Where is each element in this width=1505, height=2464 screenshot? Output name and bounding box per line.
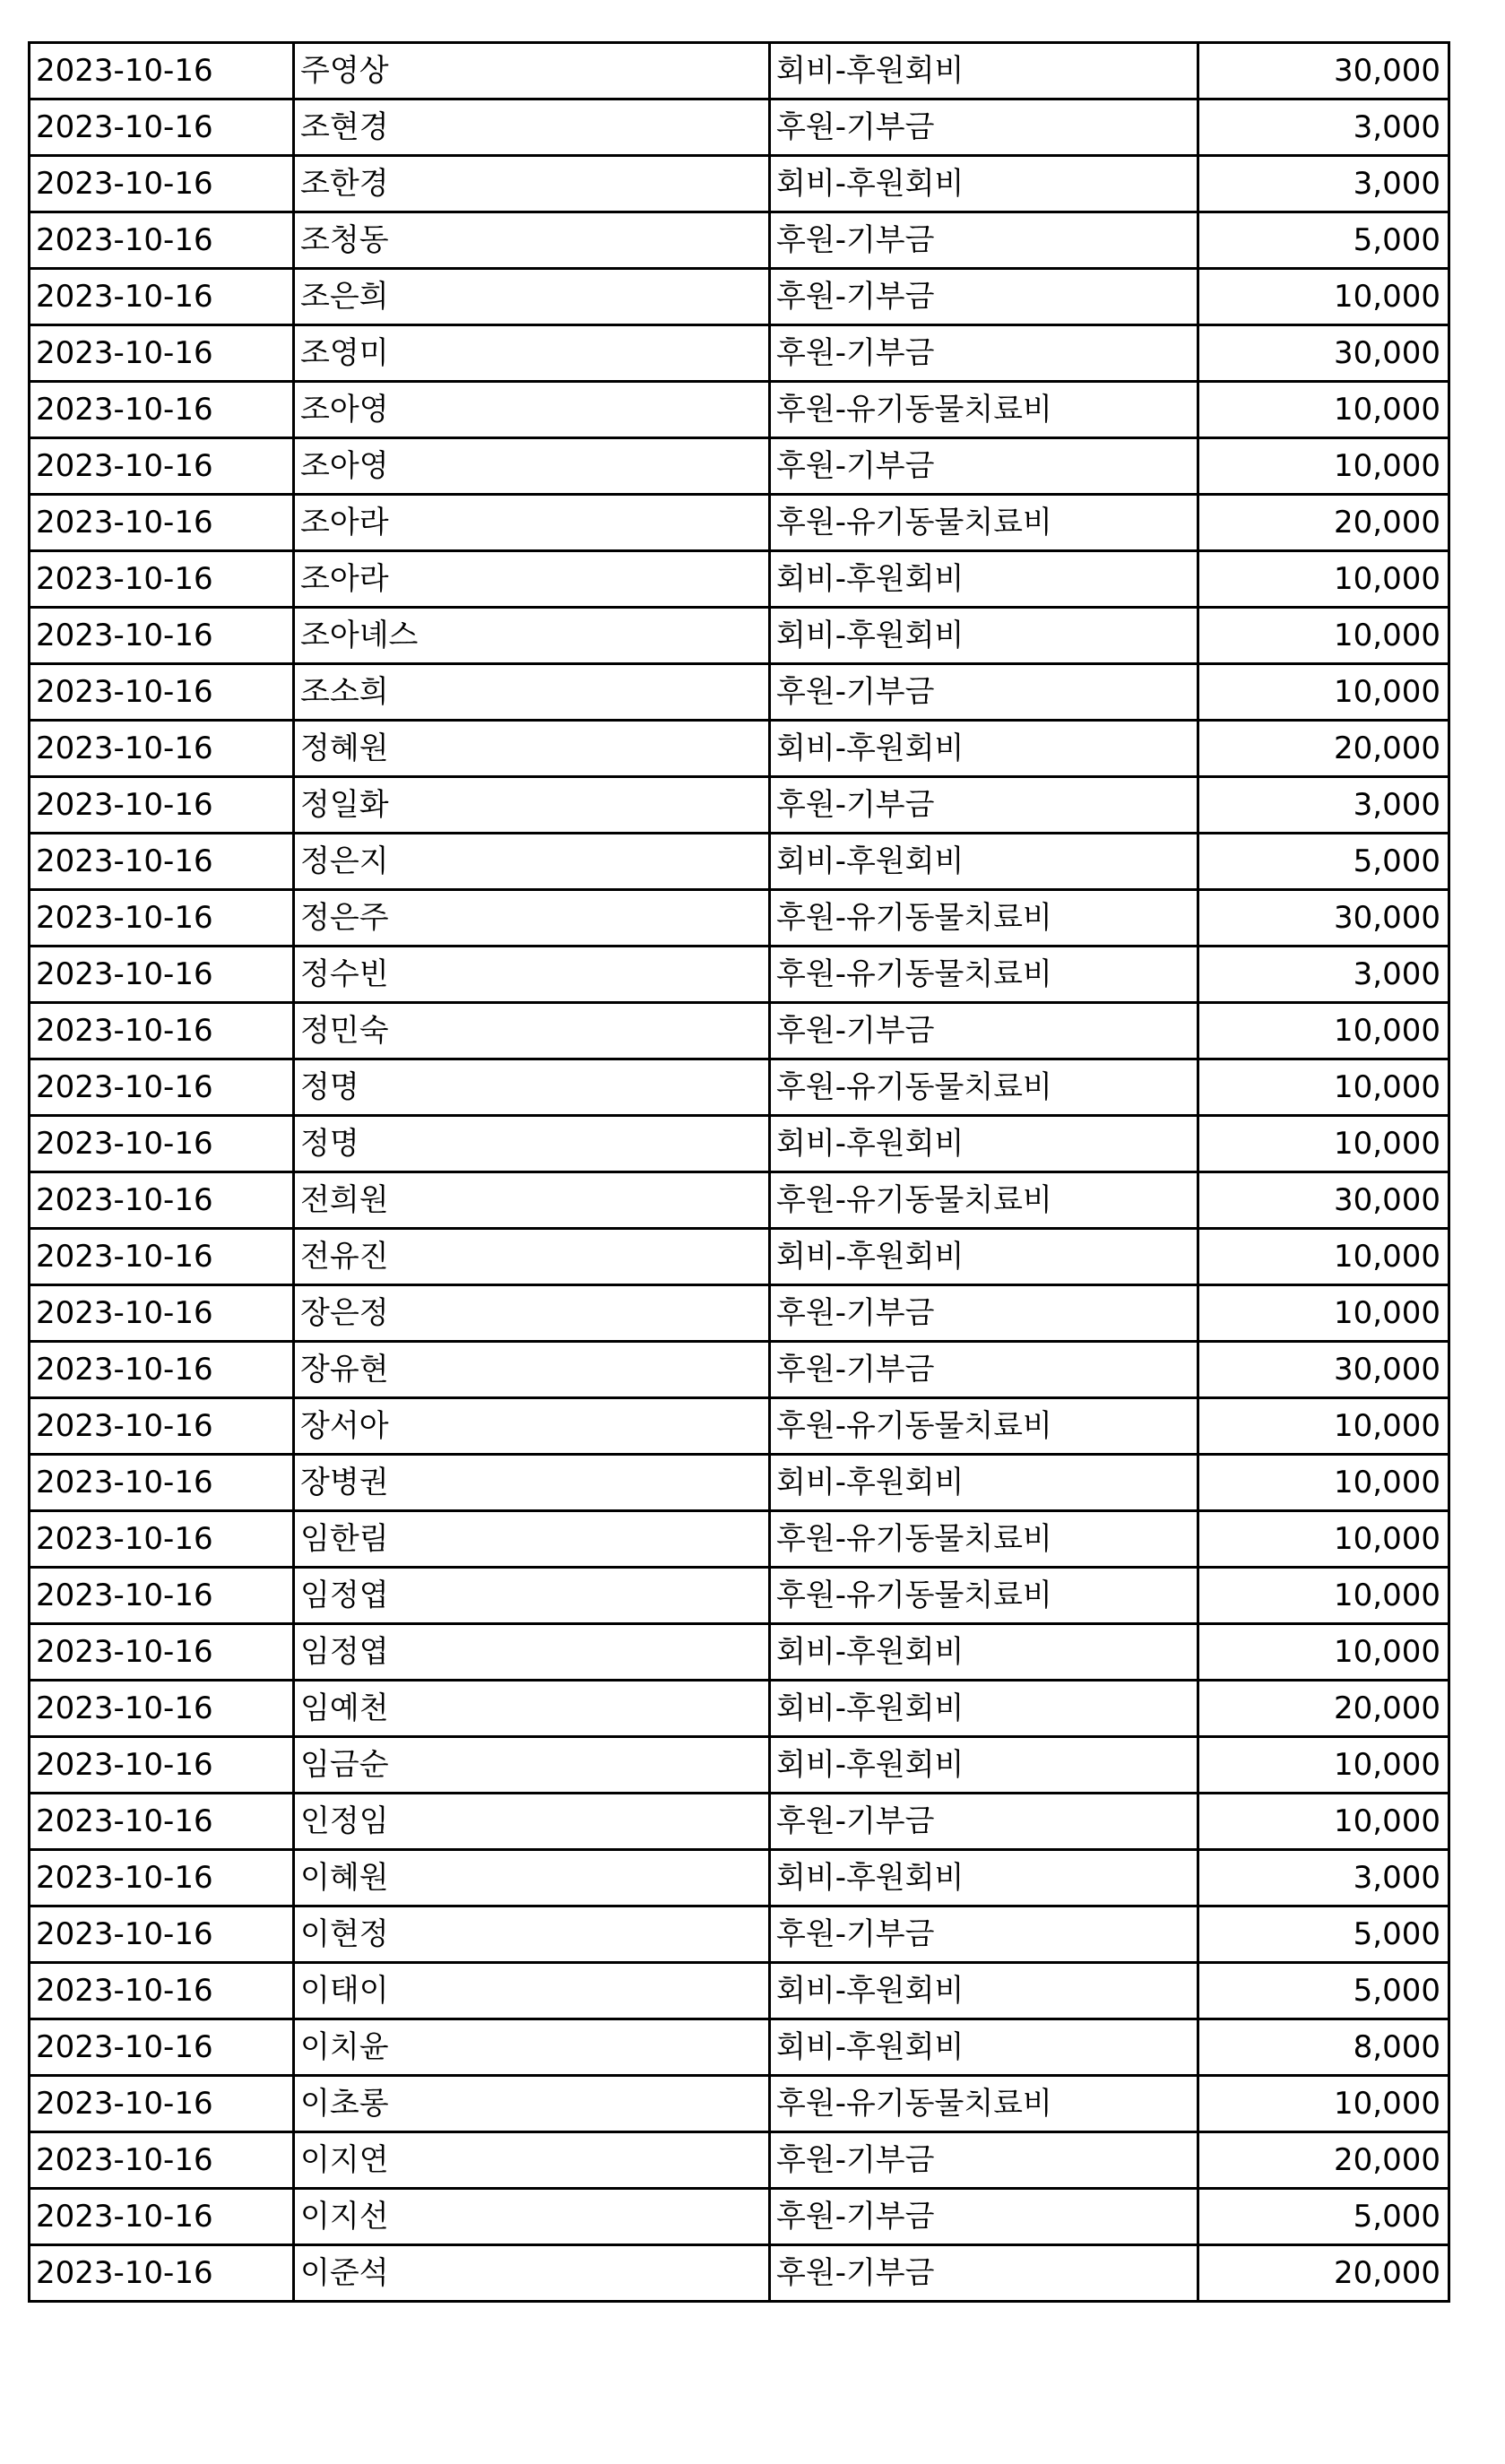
table-row — [30, 1850, 1449, 1906]
donation-ledger-table — [28, 41, 1450, 2303]
table-row — [30, 1059, 1449, 1116]
date-cell: 2023-10-16 — [30, 1737, 294, 1794]
date-cell: 2023-10-16 — [30, 1681, 294, 1737]
category-cell: 후원-유기동물치료비 — [770, 495, 1198, 551]
donor-name-cell: 조소희 — [294, 664, 770, 721]
donor-name-cell: 정은주 — [294, 890, 770, 947]
date-cell: 2023-10-16 — [30, 608, 294, 664]
donor-name-cell: 조은희 — [294, 269, 770, 325]
category-cell: 후원-유기동물치료비 — [770, 382, 1198, 438]
date-cell: 2023-10-16 — [30, 947, 294, 1003]
category-cell: 회비-후원회비 — [770, 156, 1198, 212]
date-cell: 2023-10-16 — [30, 2019, 294, 2076]
category-cell: 후원-기부금 — [770, 777, 1198, 834]
table-row — [30, 325, 1449, 382]
category-cell: 후원-유기동물치료비 — [770, 1511, 1198, 1568]
amount-cell: 10,000 — [1198, 438, 1449, 495]
donor-name-cell: 조한경 — [294, 156, 770, 212]
date-cell: 2023-10-16 — [30, 156, 294, 212]
date-cell: 2023-10-16 — [30, 2189, 294, 2245]
donor-name-cell: 정민숙 — [294, 1003, 770, 1059]
amount-cell: 10,000 — [1198, 608, 1449, 664]
date-cell: 2023-10-16 — [30, 1794, 294, 1850]
date-cell: 2023-10-16 — [30, 1342, 294, 1398]
date-cell: 2023-10-16 — [30, 325, 294, 382]
donor-name-cell: 이치윤 — [294, 2019, 770, 2076]
table-row — [30, 1398, 1449, 1455]
date-cell: 2023-10-16 — [30, 1003, 294, 1059]
table-row — [30, 43, 1449, 99]
amount-cell: 20,000 — [1198, 1681, 1449, 1737]
table-row — [30, 1681, 1449, 1737]
donor-name-cell: 인정임 — [294, 1794, 770, 1850]
table-row — [30, 2245, 1449, 2302]
donor-name-cell: 장병권 — [294, 1455, 770, 1511]
donor-name-cell: 이현정 — [294, 1906, 770, 1963]
table-row — [30, 382, 1449, 438]
date-cell: 2023-10-16 — [30, 1963, 294, 2019]
date-cell: 2023-10-16 — [30, 2076, 294, 2132]
donor-name-cell: 정혜원 — [294, 721, 770, 777]
amount-cell: 20,000 — [1198, 2132, 1449, 2189]
category-cell: 후원-기부금 — [770, 269, 1198, 325]
amount-cell: 20,000 — [1198, 721, 1449, 777]
table-row — [30, 947, 1449, 1003]
category-cell: 후원-기부금 — [770, 664, 1198, 721]
category-cell: 회비-후원회비 — [770, 1737, 1198, 1794]
table-row — [30, 2132, 1449, 2189]
donor-name-cell: 이초롱 — [294, 2076, 770, 2132]
date-cell: 2023-10-16 — [30, 1455, 294, 1511]
donor-name-cell: 임예천 — [294, 1681, 770, 1737]
donor-name-cell: 조아영 — [294, 438, 770, 495]
category-cell: 후원-기부금 — [770, 1342, 1198, 1398]
category-cell: 후원-기부금 — [770, 99, 1198, 156]
donor-name-cell: 이준석 — [294, 2245, 770, 2302]
date-cell: 2023-10-16 — [30, 834, 294, 890]
category-cell: 회비-후원회비 — [770, 834, 1198, 890]
category-cell: 후원-기부금 — [770, 438, 1198, 495]
category-cell: 회비-후원회비 — [770, 1624, 1198, 1681]
category-cell: 후원-기부금 — [770, 2132, 1198, 2189]
table-row — [30, 1511, 1449, 1568]
donor-name-cell: 조아녜스 — [294, 608, 770, 664]
date-cell: 2023-10-16 — [30, 1116, 294, 1172]
ledger-body — [30, 43, 1449, 2302]
donor-name-cell: 조아라 — [294, 551, 770, 608]
donor-name-cell: 임한림 — [294, 1511, 770, 1568]
amount-cell: 5,000 — [1198, 1906, 1449, 1963]
amount-cell: 30,000 — [1198, 1172, 1449, 1229]
category-cell: 회비-후원회비 — [770, 43, 1198, 99]
donor-name-cell: 임정엽 — [294, 1624, 770, 1681]
table-row — [30, 890, 1449, 947]
donor-name-cell: 정은지 — [294, 834, 770, 890]
category-cell: 후원-기부금 — [770, 1003, 1198, 1059]
amount-cell: 10,000 — [1198, 1455, 1449, 1511]
date-cell: 2023-10-16 — [30, 1229, 294, 1285]
table-row — [30, 2076, 1449, 2132]
amount-cell: 10,000 — [1198, 1116, 1449, 1172]
category-cell: 회비-후원회비 — [770, 551, 1198, 608]
amount-cell: 10,000 — [1198, 551, 1449, 608]
amount-cell: 10,000 — [1198, 1003, 1449, 1059]
donor-name-cell: 이지연 — [294, 2132, 770, 2189]
amount-cell: 30,000 — [1198, 890, 1449, 947]
table-row — [30, 834, 1449, 890]
category-cell: 후원-기부금 — [770, 1285, 1198, 1342]
table-row — [30, 1794, 1449, 1850]
donor-name-cell: 이태이 — [294, 1963, 770, 2019]
date-cell: 2023-10-16 — [30, 43, 294, 99]
category-cell: 후원-기부금 — [770, 325, 1198, 382]
category-cell: 회비-후원회비 — [770, 1850, 1198, 1906]
date-cell: 2023-10-16 — [30, 721, 294, 777]
amount-cell: 5,000 — [1198, 1963, 1449, 2019]
amount-cell: 10,000 — [1198, 1624, 1449, 1681]
category-cell: 회비-후원회비 — [770, 1681, 1198, 1737]
table-row — [30, 438, 1449, 495]
date-cell: 2023-10-16 — [30, 777, 294, 834]
category-cell: 후원-기부금 — [770, 1794, 1198, 1850]
table-row — [30, 1285, 1449, 1342]
donor-name-cell: 이지선 — [294, 2189, 770, 2245]
category-cell: 회비-후원회비 — [770, 721, 1198, 777]
donor-name-cell: 이혜원 — [294, 1850, 770, 1906]
category-cell: 후원-유기동물치료비 — [770, 1059, 1198, 1116]
amount-cell: 10,000 — [1198, 1229, 1449, 1285]
table-row — [30, 495, 1449, 551]
amount-cell: 5,000 — [1198, 834, 1449, 890]
amount-cell: 3,000 — [1198, 1850, 1449, 1906]
table-row — [30, 212, 1449, 269]
amount-cell: 30,000 — [1198, 325, 1449, 382]
donor-name-cell: 전유진 — [294, 1229, 770, 1285]
date-cell: 2023-10-16 — [30, 1511, 294, 1568]
amount-cell: 3,000 — [1198, 99, 1449, 156]
category-cell: 후원-기부금 — [770, 1906, 1198, 1963]
table-row — [30, 777, 1449, 834]
donor-name-cell: 조현경 — [294, 99, 770, 156]
table-row — [30, 664, 1449, 721]
table-row — [30, 1455, 1449, 1511]
table-row — [30, 1229, 1449, 1285]
donor-name-cell: 조아라 — [294, 495, 770, 551]
amount-cell: 5,000 — [1198, 212, 1449, 269]
date-cell: 2023-10-16 — [30, 1398, 294, 1455]
table-row — [30, 1003, 1449, 1059]
amount-cell: 10,000 — [1198, 269, 1449, 325]
table-row — [30, 99, 1449, 156]
amount-cell: 30,000 — [1198, 43, 1449, 99]
date-cell: 2023-10-16 — [30, 664, 294, 721]
donor-name-cell: 조청동 — [294, 212, 770, 269]
category-cell: 회비-후원회비 — [770, 1963, 1198, 2019]
donor-name-cell: 조아영 — [294, 382, 770, 438]
table-row — [30, 156, 1449, 212]
table-row — [30, 608, 1449, 664]
donor-name-cell: 임금순 — [294, 1737, 770, 1794]
amount-cell: 30,000 — [1198, 1342, 1449, 1398]
table-row — [30, 2019, 1449, 2076]
amount-cell: 10,000 — [1198, 1794, 1449, 1850]
table-row — [30, 1342, 1449, 1398]
donor-name-cell: 정명 — [294, 1116, 770, 1172]
amount-cell: 5,000 — [1198, 2189, 1449, 2245]
date-cell: 2023-10-16 — [30, 2245, 294, 2302]
category-cell: 회비-후원회비 — [770, 1229, 1198, 1285]
amount-cell: 10,000 — [1198, 1285, 1449, 1342]
date-cell: 2023-10-16 — [30, 1850, 294, 1906]
amount-cell: 10,000 — [1198, 664, 1449, 721]
amount-cell: 10,000 — [1198, 2076, 1449, 2132]
table-row — [30, 1116, 1449, 1172]
date-cell: 2023-10-16 — [30, 438, 294, 495]
date-cell: 2023-10-16 — [30, 212, 294, 269]
category-cell: 회비-후원회비 — [770, 1455, 1198, 1511]
category-cell: 후원-유기동물치료비 — [770, 947, 1198, 1003]
amount-cell: 3,000 — [1198, 156, 1449, 212]
category-cell: 회비-후원회비 — [770, 2019, 1198, 2076]
amount-cell: 10,000 — [1198, 1511, 1449, 1568]
donor-name-cell: 장유현 — [294, 1342, 770, 1398]
category-cell: 후원-유기동물치료비 — [770, 1398, 1198, 1455]
date-cell: 2023-10-16 — [30, 269, 294, 325]
donor-name-cell: 장은정 — [294, 1285, 770, 1342]
date-cell: 2023-10-16 — [30, 1568, 294, 1624]
date-cell: 2023-10-16 — [30, 1285, 294, 1342]
date-cell: 2023-10-16 — [30, 99, 294, 156]
date-cell: 2023-10-16 — [30, 495, 294, 551]
table-row — [30, 551, 1449, 608]
date-cell: 2023-10-16 — [30, 2132, 294, 2189]
date-cell: 2023-10-16 — [30, 1172, 294, 1229]
donor-name-cell: 조영미 — [294, 325, 770, 382]
date-cell: 2023-10-16 — [30, 382, 294, 438]
category-cell: 후원-유기동물치료비 — [770, 2076, 1198, 2132]
table-row — [30, 1624, 1449, 1681]
donor-name-cell: 전희원 — [294, 1172, 770, 1229]
table-row — [30, 1963, 1449, 2019]
amount-cell: 3,000 — [1198, 947, 1449, 1003]
date-cell: 2023-10-16 — [30, 1059, 294, 1116]
donor-name-cell: 정일화 — [294, 777, 770, 834]
amount-cell: 8,000 — [1198, 2019, 1449, 2076]
table-row — [30, 1172, 1449, 1229]
date-cell: 2023-10-16 — [30, 1624, 294, 1681]
table-row — [30, 1568, 1449, 1624]
category-cell: 후원-기부금 — [770, 212, 1198, 269]
category-cell: 후원-기부금 — [770, 2189, 1198, 2245]
category-cell: 회비-후원회비 — [770, 1116, 1198, 1172]
donor-name-cell: 주영상 — [294, 43, 770, 99]
table-row — [30, 2189, 1449, 2245]
donor-name-cell: 임정엽 — [294, 1568, 770, 1624]
amount-cell: 10,000 — [1198, 1398, 1449, 1455]
amount-cell: 20,000 — [1198, 495, 1449, 551]
table-row — [30, 721, 1449, 777]
table-row — [30, 1737, 1449, 1794]
amount-cell: 3,000 — [1198, 777, 1449, 834]
category-cell: 후원-유기동물치료비 — [770, 1568, 1198, 1624]
date-cell: 2023-10-16 — [30, 551, 294, 608]
date-cell: 2023-10-16 — [30, 1906, 294, 1963]
category-cell: 후원-유기동물치료비 — [770, 890, 1198, 947]
donor-name-cell: 정수빈 — [294, 947, 770, 1003]
amount-cell: 20,000 — [1198, 2245, 1449, 2302]
donor-name-cell: 정명 — [294, 1059, 770, 1116]
amount-cell: 10,000 — [1198, 1737, 1449, 1794]
table-row — [30, 269, 1449, 325]
donor-name-cell: 장서아 — [294, 1398, 770, 1455]
category-cell: 회비-후원회비 — [770, 608, 1198, 664]
amount-cell: 10,000 — [1198, 382, 1449, 438]
date-cell: 2023-10-16 — [30, 890, 294, 947]
category-cell: 후원-유기동물치료비 — [770, 1172, 1198, 1229]
amount-cell: 10,000 — [1198, 1568, 1449, 1624]
table-row — [30, 1906, 1449, 1963]
amount-cell: 10,000 — [1198, 1059, 1449, 1116]
category-cell: 후원-기부금 — [770, 2245, 1198, 2302]
